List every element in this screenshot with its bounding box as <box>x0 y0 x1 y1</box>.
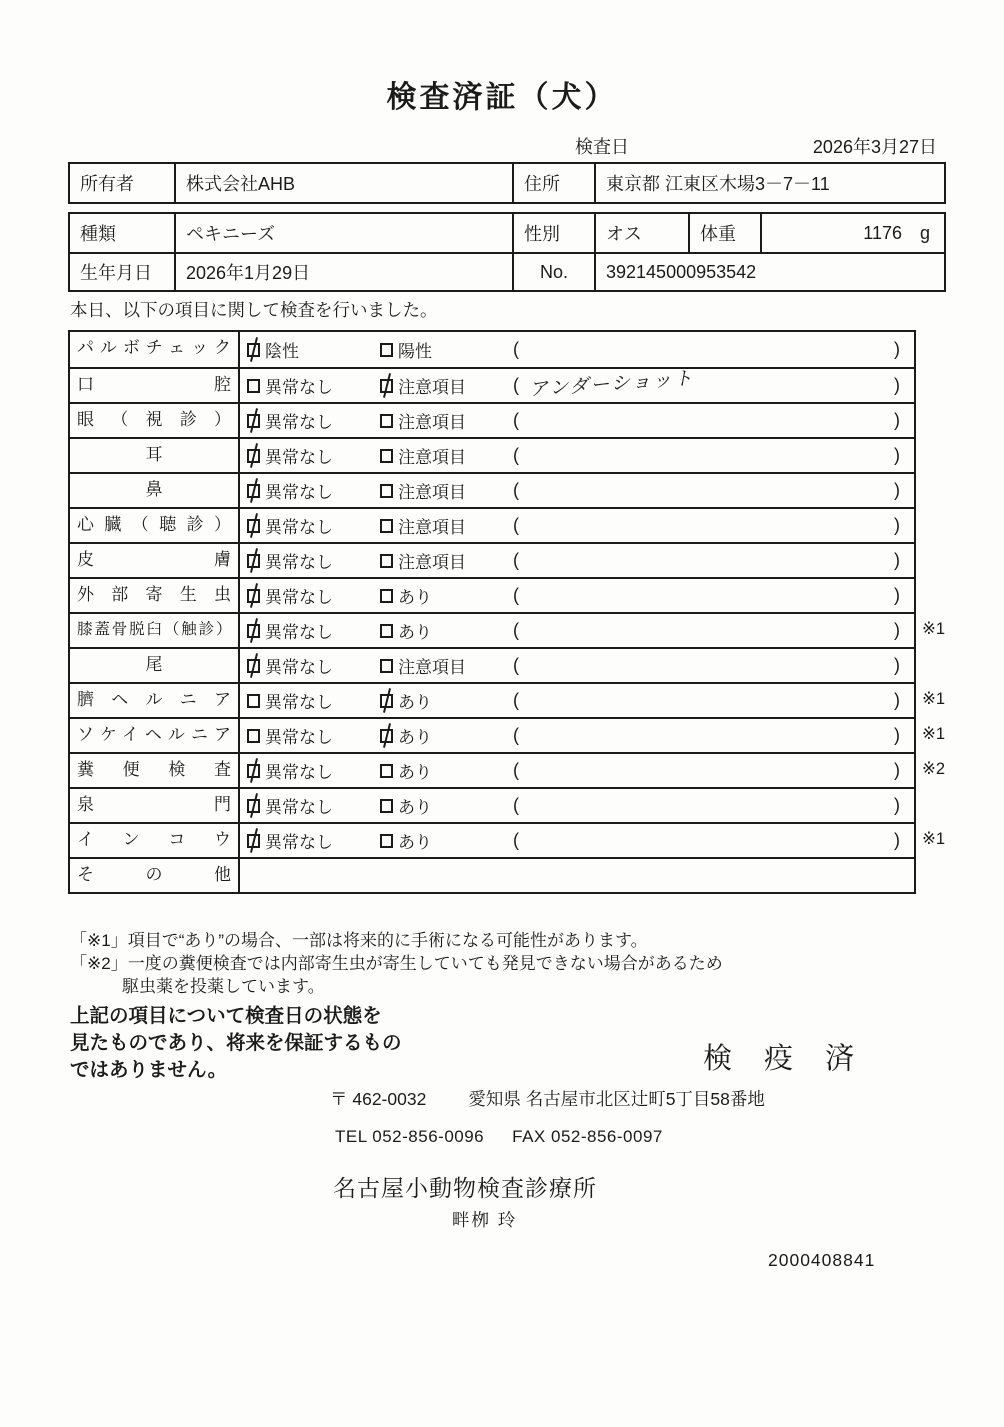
inspection-row-patella <box>70 612 946 647</box>
footnote-2-line1: 「※2」一度の糞便検査では内部寄生虫が寄生していても発見できない場合があるため <box>70 954 723 973</box>
row-fields <box>240 789 914 822</box>
row-fields <box>240 439 914 472</box>
note-marker: ※1 <box>922 620 946 638</box>
checkbox-icon <box>380 624 393 638</box>
weight-unit: g <box>919 222 930 243</box>
option1-label: 異常なし <box>265 658 333 677</box>
paren-open: ( <box>513 550 519 570</box>
paren-close: ) <box>894 690 900 710</box>
inspection-row-nose <box>70 472 914 507</box>
option-group <box>380 478 513 503</box>
checkbox-icon <box>380 379 393 393</box>
option2-label: 注意項目 <box>398 518 466 537</box>
inspection-date-label: 検査日 <box>575 137 629 157</box>
checkbox-icon <box>380 343 393 357</box>
paren-open: ( <box>513 655 519 675</box>
paren-open: ( <box>513 375 519 395</box>
owner-label: 所有者 <box>80 174 134 194</box>
option1-label: 異常なし <box>265 798 333 817</box>
option-group <box>247 373 380 398</box>
birth-label: 生年月日 <box>80 263 152 283</box>
veterinarian-name: 畔栁 玲 <box>452 1210 518 1230</box>
handwritten-text: アンダーショット <box>528 368 696 401</box>
checkbox-icon <box>380 694 393 708</box>
option1-label: 異常なし <box>265 483 333 502</box>
inspection-row-tail <box>70 647 914 682</box>
paren-close: ) <box>894 830 900 850</box>
row-fields <box>240 859 914 892</box>
breed-row <box>70 214 944 252</box>
animal-table <box>68 212 946 292</box>
option-group <box>247 828 380 853</box>
checkbox-icon <box>247 764 260 778</box>
paren-close: ) <box>894 655 900 675</box>
inspection-row-parvo <box>70 332 914 367</box>
item-label: 鼻 <box>70 474 240 507</box>
checkbox-icon <box>380 449 393 463</box>
footnote-2-line2: 駆虫薬を投薬しています。 <box>122 977 325 996</box>
birth-row <box>70 252 944 290</box>
option1-label: 異常なし <box>265 623 333 642</box>
paren-close: ) <box>894 585 900 605</box>
quarantine-passed-stamp: 検 疫 済 <box>703 1043 867 1075</box>
row-fields <box>240 719 914 752</box>
option-group <box>380 443 513 468</box>
owner-row <box>70 164 944 202</box>
option-group <box>247 443 380 468</box>
sex-value: オス <box>594 214 688 252</box>
paren-close: ) <box>894 760 900 780</box>
checkbox-icon <box>380 834 393 848</box>
inspection-row-heart <box>70 507 914 542</box>
option-group <box>380 513 513 538</box>
option1-label: 異常なし <box>265 448 333 467</box>
option-group <box>380 653 513 678</box>
paren-open: ( <box>513 830 519 850</box>
paren-close: ) <box>894 339 900 359</box>
option2-label: あり <box>398 728 432 747</box>
checkbox-icon <box>380 729 393 743</box>
option2-label: あり <box>398 588 432 607</box>
option-group <box>247 793 380 818</box>
inspection-table <box>68 330 946 894</box>
option-group <box>247 337 380 362</box>
row-fields <box>240 332 914 367</box>
clinic-telfax-row <box>335 1127 663 1147</box>
row-fields <box>240 369 914 402</box>
serial-number: 2000408841 <box>768 1250 876 1270</box>
row-fields <box>240 579 914 612</box>
paren-close: ) <box>894 795 900 815</box>
paren-open: ( <box>513 410 519 430</box>
row-fields <box>240 824 914 857</box>
clinic-name: 名古屋小動物検査診療所 <box>333 1175 597 1201</box>
option2-label: あり <box>398 833 432 852</box>
option1-label: 異常なし <box>265 588 333 607</box>
option2-label: あり <box>398 798 432 817</box>
inspection-row-eyes <box>70 402 914 437</box>
checkbox-icon <box>380 659 393 673</box>
owner-table <box>68 162 946 204</box>
item-label: その他 <box>70 859 240 892</box>
item-label: インコウ <box>70 824 240 857</box>
option1-label: 異常なし <box>265 763 333 782</box>
weight-value: 1176 <box>863 222 902 243</box>
option2-label: あり <box>398 623 432 642</box>
checkbox-icon <box>247 659 260 673</box>
checkbox-icon <box>247 379 260 393</box>
option2-label: 注意項目 <box>398 483 466 502</box>
option-group <box>247 513 380 538</box>
disclaimer-line2: 見たものであり、将来を保証するもの <box>70 1032 402 1054</box>
option1-label: 異常なし <box>265 413 333 432</box>
paren-open: ( <box>513 725 519 745</box>
inspection-row-umbilical-hernia <box>70 682 946 717</box>
row-fields <box>240 614 914 647</box>
option-group <box>247 723 380 748</box>
handwritten-comment <box>519 368 894 401</box>
paren-close: ) <box>894 515 900 535</box>
option2-label: 注意項目 <box>398 413 466 432</box>
note-marker: ※1 <box>922 725 946 743</box>
checkbox-icon <box>247 729 260 743</box>
page-title: 検査済証（犬） <box>386 81 618 114</box>
note-marker: ※1 <box>922 690 946 708</box>
footnote-1: 「※1」項目で“あり”の場合、一部は将来的に手術になる可能性があります。 <box>70 931 648 950</box>
footnotes <box>70 929 723 998</box>
address-label: 住所 <box>512 164 594 202</box>
paren-open: ( <box>513 445 519 465</box>
checkbox-icon <box>247 449 260 463</box>
checkbox-icon <box>380 414 393 428</box>
paren-open: ( <box>513 690 519 710</box>
paren-open: ( <box>513 760 519 780</box>
note-marker: ※2 <box>922 760 946 778</box>
option1-label: 異常なし <box>265 693 333 712</box>
checkbox-icon <box>247 414 260 428</box>
option2-label: あり <box>398 693 432 712</box>
option-group <box>247 618 380 643</box>
checkbox-icon <box>380 484 393 498</box>
item-label: 外部寄生虫 <box>70 579 240 612</box>
checkbox-icon <box>380 589 393 603</box>
inspection-row-ears <box>70 437 914 472</box>
checkbox-icon <box>247 519 260 533</box>
option-group <box>247 478 380 503</box>
clinic-tel: TEL 052-856-0096 <box>335 1127 485 1146</box>
inspection-date-value: 2026年3月27日 <box>812 137 937 157</box>
option-group <box>247 758 380 783</box>
checkbox-icon <box>247 589 260 603</box>
disclaimer <box>70 1003 402 1084</box>
option-group <box>380 793 513 818</box>
checkbox-icon <box>380 764 393 778</box>
checkbox-icon <box>247 694 260 708</box>
item-label: 口腔 <box>70 369 240 402</box>
option-group <box>247 688 380 713</box>
item-label: ソケイヘルニア <box>70 719 240 752</box>
checkbox-icon <box>380 519 393 533</box>
note-marker: ※1 <box>922 830 946 848</box>
item-label: 糞便検査 <box>70 754 240 787</box>
weight-label: 体重 <box>688 214 760 252</box>
option-group <box>380 723 513 748</box>
row-fields <box>240 754 914 787</box>
option-group <box>380 373 513 398</box>
inspection-row-skin <box>70 542 914 577</box>
option-group <box>380 548 513 573</box>
item-label: 皮膚 <box>70 544 240 577</box>
paren-close: ) <box>894 445 900 465</box>
clinic-postal-row <box>330 1086 765 1111</box>
checkbox-icon <box>247 554 260 568</box>
breed-label: 種類 <box>80 224 116 244</box>
item-label: 膝蓋骨脱臼（触診） <box>70 614 240 647</box>
owner-value: 株式会社AHB <box>174 164 512 202</box>
option-group <box>380 337 513 362</box>
option-group <box>380 758 513 783</box>
inspection-row-mouth <box>70 367 914 402</box>
row-fields <box>240 509 914 542</box>
option-group <box>247 548 380 573</box>
disclaimer-line1: 上記の項目について検査日の状態を <box>70 1005 382 1027</box>
paren-close: ) <box>894 550 900 570</box>
birth-value: 2026年1月29日 <box>174 254 512 290</box>
option1-label: 異常なし <box>265 378 333 397</box>
item-label: 泉門 <box>70 789 240 822</box>
row-fields <box>240 684 914 717</box>
option2-label: 注意項目 <box>398 448 466 467</box>
paren-close: ) <box>894 375 900 395</box>
option-group <box>380 618 513 643</box>
inspection-row-other <box>70 857 914 892</box>
option-group <box>380 828 513 853</box>
item-label: 尾 <box>70 649 240 682</box>
inspection-row-inkou <box>70 822 946 857</box>
paren-open: ( <box>513 339 519 359</box>
row-fields <box>240 544 914 577</box>
inspection-row-fecal-exam <box>70 752 946 787</box>
paren-close: ) <box>894 725 900 745</box>
option-group <box>380 583 513 608</box>
item-label: パルボチェック <box>70 332 240 367</box>
checkbox-icon <box>247 834 260 848</box>
inspection-row-fontanelle <box>70 787 914 822</box>
inspection-row-inguinal-hernia <box>70 717 946 752</box>
paren-close: ) <box>894 480 900 500</box>
checkbox-icon <box>247 343 260 357</box>
no-label: No. <box>512 254 594 290</box>
paren-open: ( <box>513 480 519 500</box>
option-group <box>380 688 513 713</box>
breed-value: ペキニーズ <box>174 214 512 252</box>
option2-label: 注意項目 <box>398 378 466 397</box>
option-group <box>247 408 380 433</box>
row-fields <box>240 404 914 437</box>
checkbox-icon <box>380 799 393 813</box>
checkbox-icon <box>380 554 393 568</box>
no-value: 392145000953542 <box>594 254 944 290</box>
item-label: 心臓（聴診） <box>70 509 240 542</box>
sex-label: 性別 <box>512 214 594 252</box>
clinic-address: 愛知県 名古屋市北区辻町5丁目58番地 <box>468 1089 765 1109</box>
option2-label: 陽性 <box>398 342 432 361</box>
option1-label: 異常なし <box>265 518 333 537</box>
option1-label: 異常なし <box>265 728 333 747</box>
option-group <box>247 653 380 678</box>
paren-open: ( <box>513 585 519 605</box>
option-group <box>380 408 513 433</box>
option1-label: 陰性 <box>265 342 299 361</box>
item-label: 眼（視診） <box>70 404 240 437</box>
postal-code: 〒 462-0032 <box>330 1089 427 1109</box>
paren-close: ) <box>894 620 900 640</box>
checkbox-icon <box>247 484 260 498</box>
paren-open: ( <box>513 795 519 815</box>
option1-label: 異常なし <box>265 553 333 572</box>
paren-close: ) <box>894 410 900 430</box>
checkbox-icon <box>247 624 260 638</box>
address-value: 東京都 江東区木場3－7－11 <box>594 164 944 202</box>
paren-open: ( <box>513 515 519 535</box>
checkbox-icon <box>247 799 260 813</box>
intro-text: 本日、以下の項目に関して検査を行いました。 <box>70 300 438 320</box>
inspection-date-row <box>575 133 937 159</box>
clinic-fax: FAX 052-856-0097 <box>512 1127 663 1146</box>
disclaimer-line3: ではありません。 <box>70 1059 228 1081</box>
inspection-row-ectoparasite <box>70 577 914 612</box>
row-fields <box>240 474 914 507</box>
weight-cell <box>760 214 944 252</box>
item-label: 耳 <box>70 439 240 472</box>
option2-label: 注意項目 <box>398 658 466 677</box>
row-fields <box>240 649 914 682</box>
item-label: 臍ヘルニア <box>70 684 240 717</box>
paren-open: ( <box>513 620 519 640</box>
option2-label: 注意項目 <box>398 553 466 572</box>
option1-label: 異常なし <box>265 833 333 852</box>
option-group <box>247 583 380 608</box>
option2-label: あり <box>398 763 432 782</box>
